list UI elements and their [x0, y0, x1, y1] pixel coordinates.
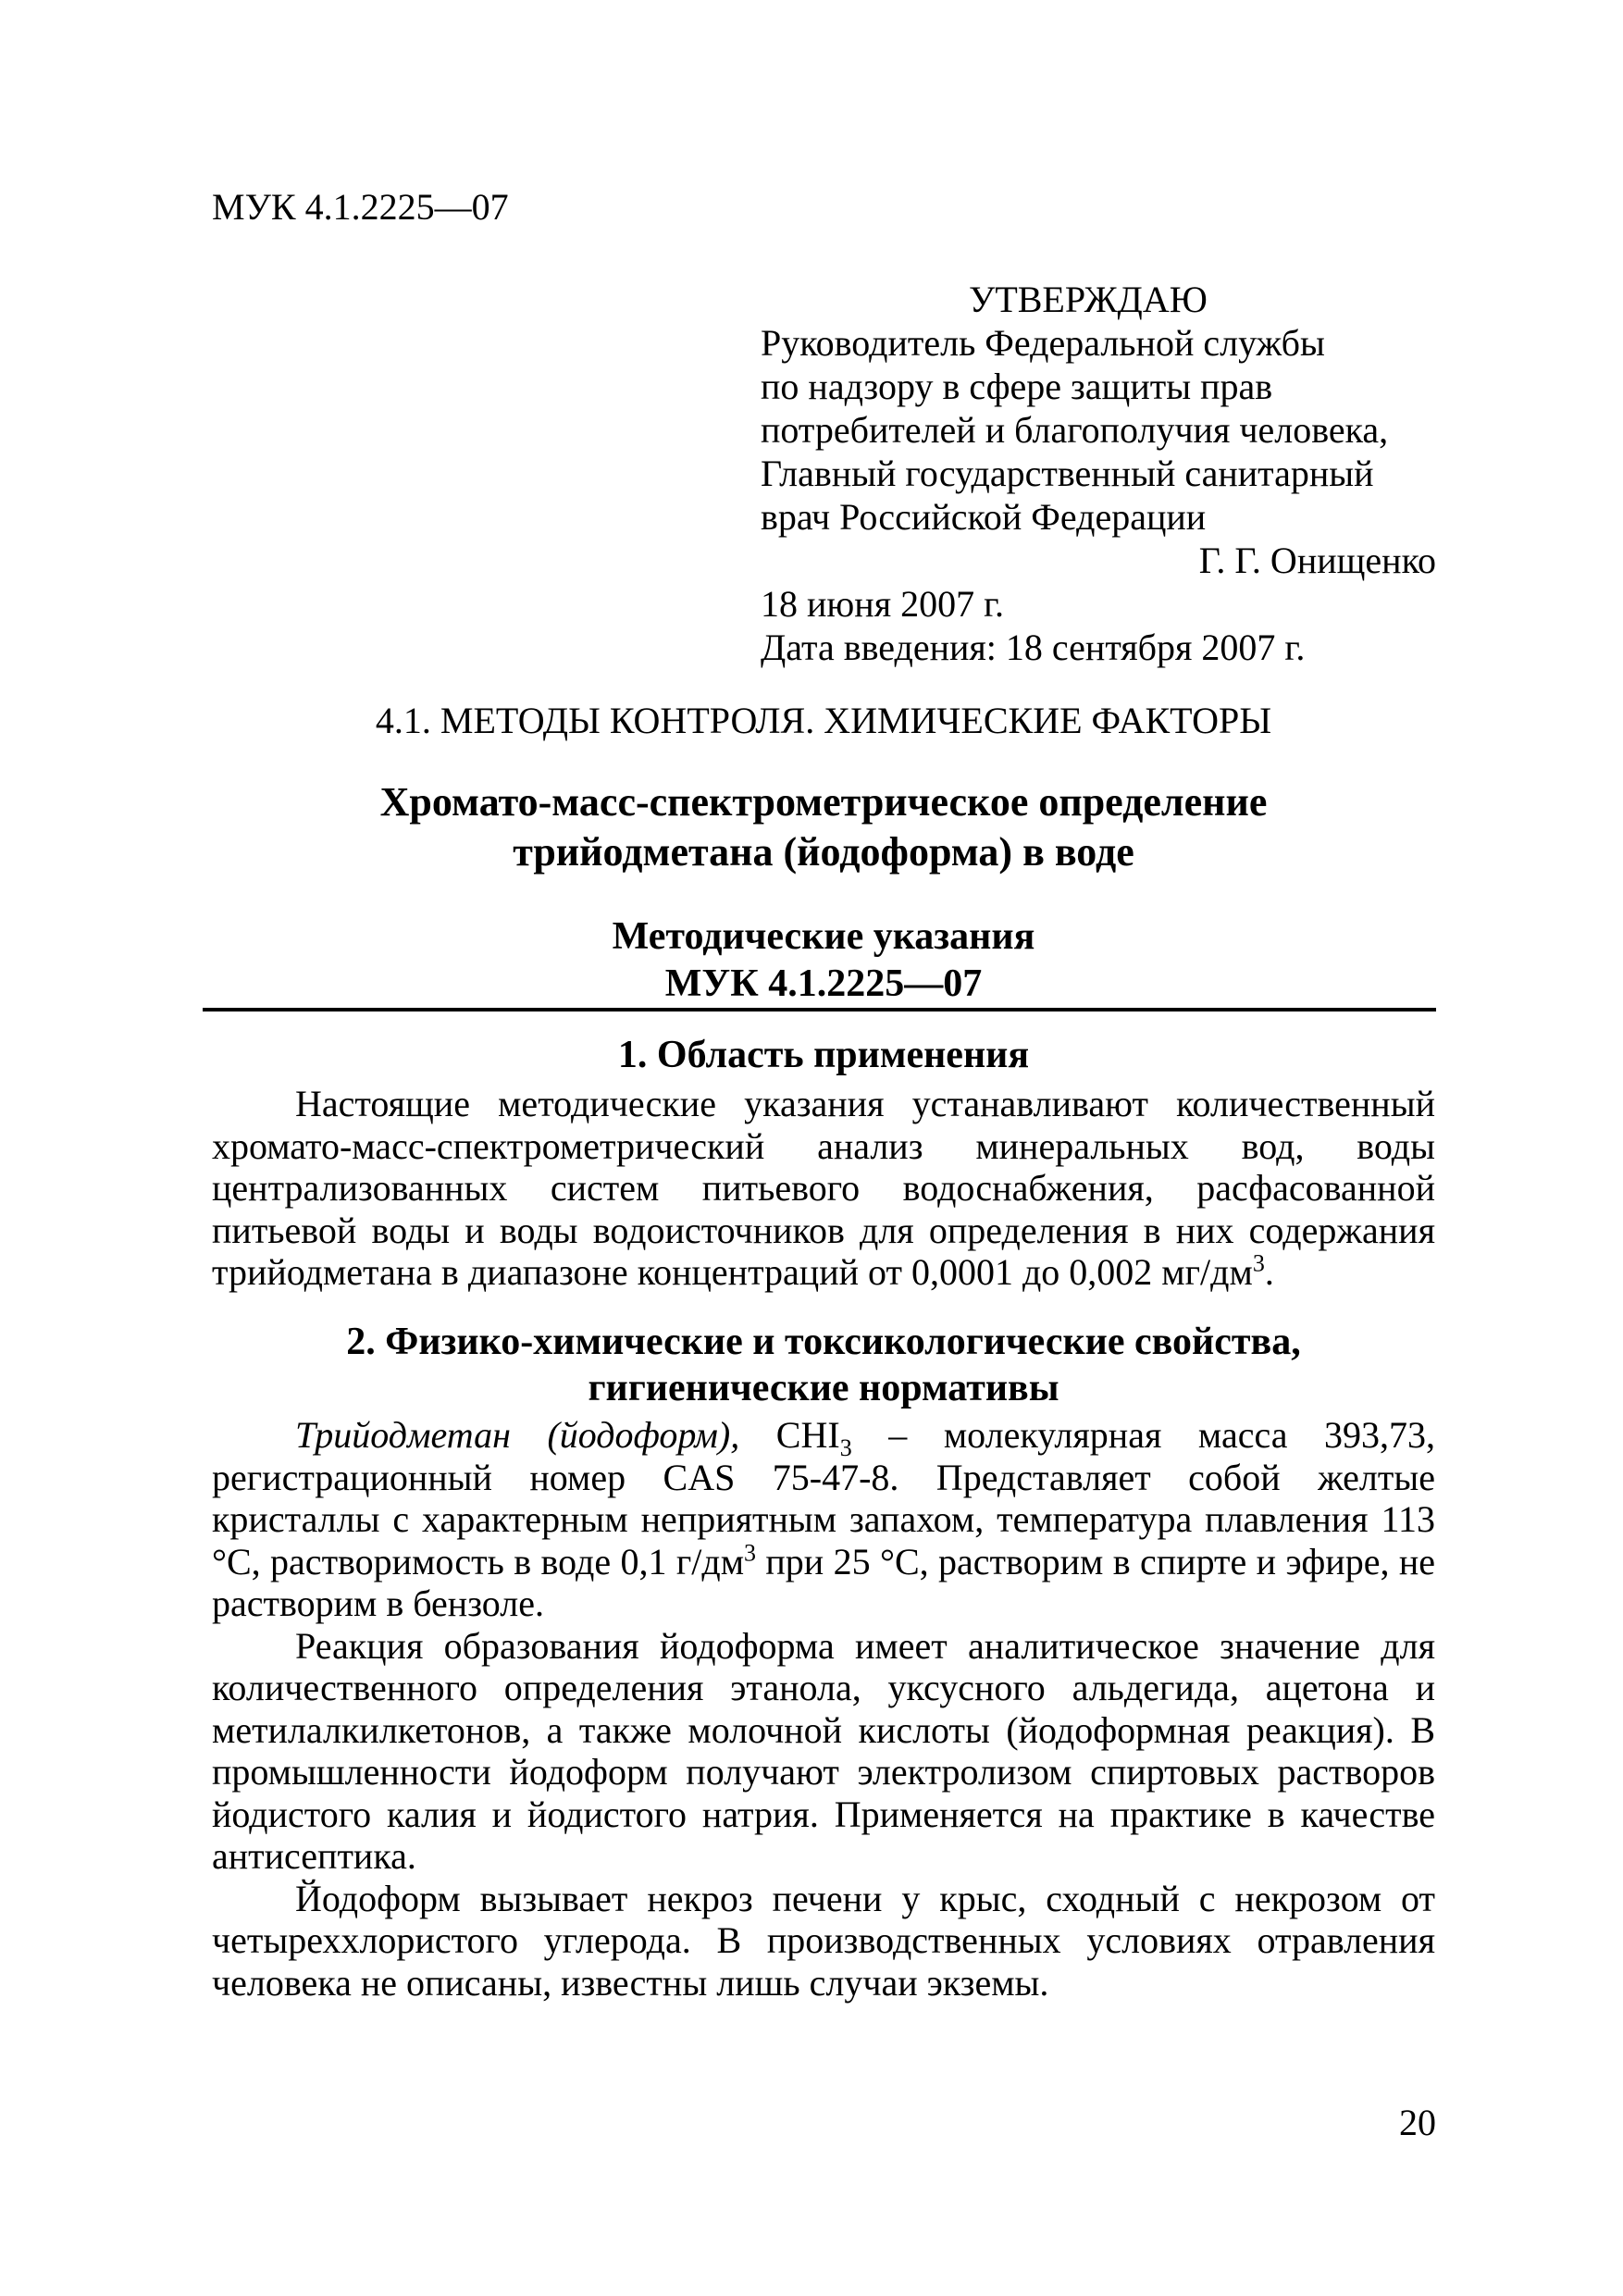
section-caption: 4.1. МЕТОДЫ КОНТРОЛЯ. ХИМИЧЕСКИЕ ФАКТОРЫ [375, 700, 1272, 741]
paragraph-text: – молекулярная масса 393,73, регистрационный номер CAS 75-47-8. Представляет собой желтые кристаллы с характерным неприятным запахом, температура плавления 113 °С, растворимость в воде 0,1 г/дм [212, 1414, 1436, 1582]
paragraph: Йодоформ вызывает некроз печени у крыс, сходный с некрозом от четыреххлористого углерода. В производственных условиях отравления человека не описаны, известны лишь случаи экземы. [212, 1877, 1435, 2004]
subtitle-line: Методические указания [612, 915, 1035, 958]
section-2-body [212, 1414, 1435, 2004]
paragraph [212, 1083, 1435, 1294]
approval-line: врач Российской Федерации [761, 496, 1207, 538]
horizontal-rule [203, 1008, 1436, 1011]
superscript: 3 [1252, 1249, 1265, 1277]
page-number: 20 [1399, 2102, 1436, 2143]
formula: CHI [739, 1414, 840, 1456]
approval-heading: УТВЕРЖДАЮ [969, 279, 1208, 320]
heading-line: 2. Физико-химические и токсикологические свойства, [346, 1321, 1301, 1363]
compound-name: Трийодметан (йодоформ), [295, 1414, 740, 1456]
section-2-heading [212, 1319, 1435, 1411]
subtitle-line: МУК 4.1.2225—07 [664, 962, 983, 1005]
paragraph: Реакция образования йодоформа имеет аналитическое значение для количественного определения этанола, уксусного альдегида, ацетона и метилалкилкетонов, а также молочной кислоты (йодоформная реакция). В промышленности йодоформ получают электролизом спиртовых растворов йодистого калия и йодистого натрия. Применяется на практике в качестве антисептика. [212, 1624, 1435, 1877]
document-subtitle [212, 913, 1435, 1008]
approval-line: Руководитель Федеральной службы [761, 322, 1325, 364]
document-code: МУК 4.1.2225—07 [212, 186, 509, 228]
title-line: Хромато-масс-спектрометрическое определение [379, 779, 1268, 825]
section-1-heading: 1. Область применения [617, 1034, 1030, 1076]
heading-line: гигиенические нормативы [588, 1367, 1059, 1409]
approval-line: Главный государственный санитарный [761, 453, 1374, 494]
approval-line: потребителей и благополучия человека, [761, 409, 1389, 451]
section-1-body [212, 1083, 1435, 1294]
effective-date: Дата введения: 18 сентября 2007 г. [761, 627, 1306, 668]
title-line: трийодметана (йодоформа) в воде [513, 829, 1134, 875]
signatory-name: Г. Г. Онищенко [1198, 540, 1436, 581]
approval-line: по надзору в сфере защиты прав [761, 366, 1273, 407]
subscript: 3 [839, 1434, 852, 1461]
paragraph-text: при 25 °С, растворим в спирте и эфире, не растворим в бензоле. [212, 1540, 1435, 1624]
paragraph-text: . [1264, 1251, 1274, 1293]
paragraph [212, 1414, 1435, 1625]
approval-date: 18 июня 2007 г. [761, 583, 1004, 625]
paragraph-text: Настоящие методические указания устанавливают количественный хромато-масс-спектрометрический анализ минеральных вод, воды централизованных систем питьевого водоснабжения, расфасованной питьевой воды и воды водоисточников для определения в них содержания трийодметана в диапазоне концентраций от 0,0001 до 0,002 мг/дм [212, 1083, 1435, 1293]
approval-block [761, 278, 1436, 669]
document-title [212, 777, 1435, 877]
superscript: 3 [744, 1539, 757, 1567]
